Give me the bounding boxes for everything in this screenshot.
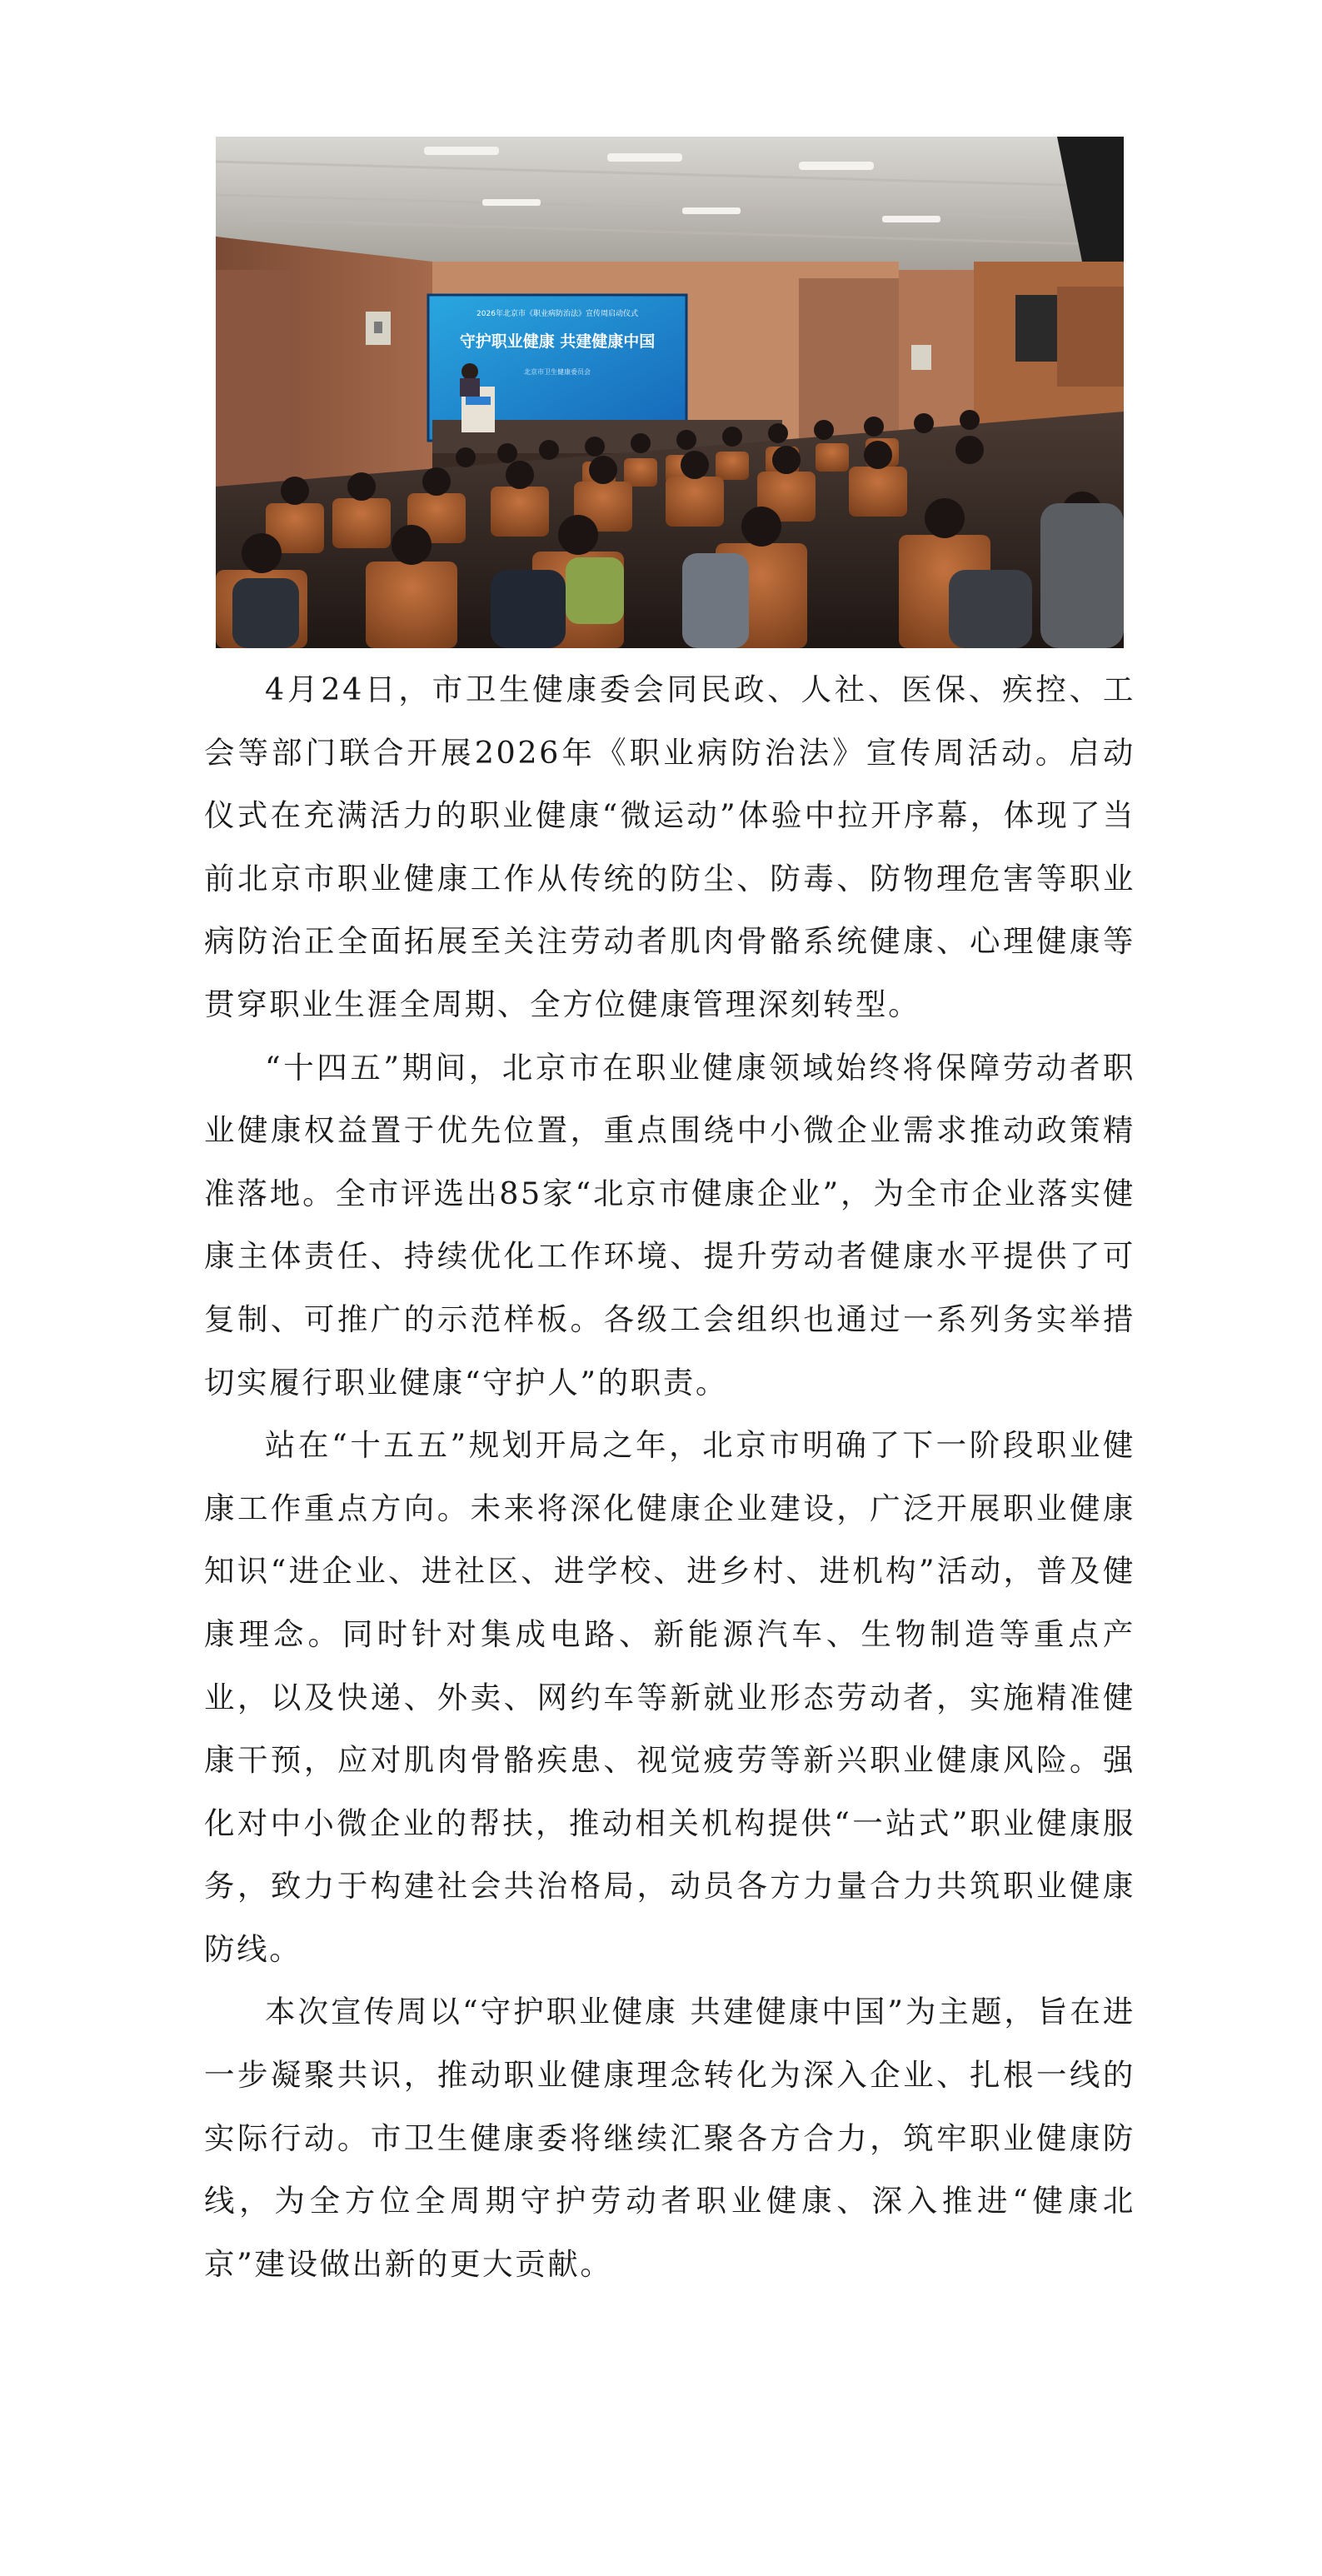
event-photo [216, 137, 1124, 648]
paragraph: 站在“十五五”规划开局之年，北京市明确了下一阶段职业健康工作重点方向。未来将深化健康企业建设，广泛开展职业健康知识“进企业、进社区、进学校、进乡村、进机构”活动，普及健康理念。同时针对集成电路、新能源汽车、生物制造等重点产业，以及快递、外卖、网约车等新就业形态劳动者，实施精准健康干预，应对肌肉骨骼疾患、视觉疲劳等新兴职业健康风险。强化对中小微企业的帮扶，推动相关机构提供“一站式”职业健康服务，致力于构建社会共治格局，动员各方力量合力共筑职业健康防线。 [204, 1427, 1135, 1967]
paragraph: “十四五”期间，北京市在职业健康领域始终将保障劳动者职业健康权益置于优先位置，重点围绕中小微企业需求推动政策精准落地。全市评选出85家“北京市健康企业”，为全市企业落实健康主体责任、持续优化工作环境、提升劳动者健康水平提供了可复制、可推广的示范样板。各级工会组织也通过一系列务实举措切实履行职业健康“守护人”的职责。 [204, 1049, 1135, 1400]
paragraph: 4月24日，市卫生健康委会同民政、人社、医保、疾控、工会等部门联合开展2026年《职业病防治法》宣传周活动。启动仪式在充满活力的职业健康“微运动”体验中拉开序幕，体现了当前北京市职业健康工作从传统的防尘、防毒、防物理危害等职业病防治正全面拓展至关注劳动者肌肉骨骼系统健康、心理健康等贯穿职业生涯全周期、全方位健康管理深刻转型。 [204, 671, 1135, 1022]
paragraph: 本次宣传周以“守护职业健康 共建健康中国”为主题，旨在进一步凝聚共识，推动职业健康理念转化为深入企业、扎根一线的实际行动。市卫生健康委将继续汇聚各方合力，筑牢职业健康防线，为全方位全周期守护劳动者职业健康、深入推进“健康北京”建设做出新的更大贡献。 [204, 1994, 1135, 2282]
screen-line1: 2026年北京市《职业病防治法》宣传周启动仪式 [476, 310, 638, 318]
article-body [204, 658, 1135, 2295]
screen-footer: 北京市卫生健康委员会 [524, 368, 591, 376]
auditorium-illustration [216, 137, 1124, 648]
screen-title: 守护职业健康 共建健康中国 [459, 332, 656, 351]
